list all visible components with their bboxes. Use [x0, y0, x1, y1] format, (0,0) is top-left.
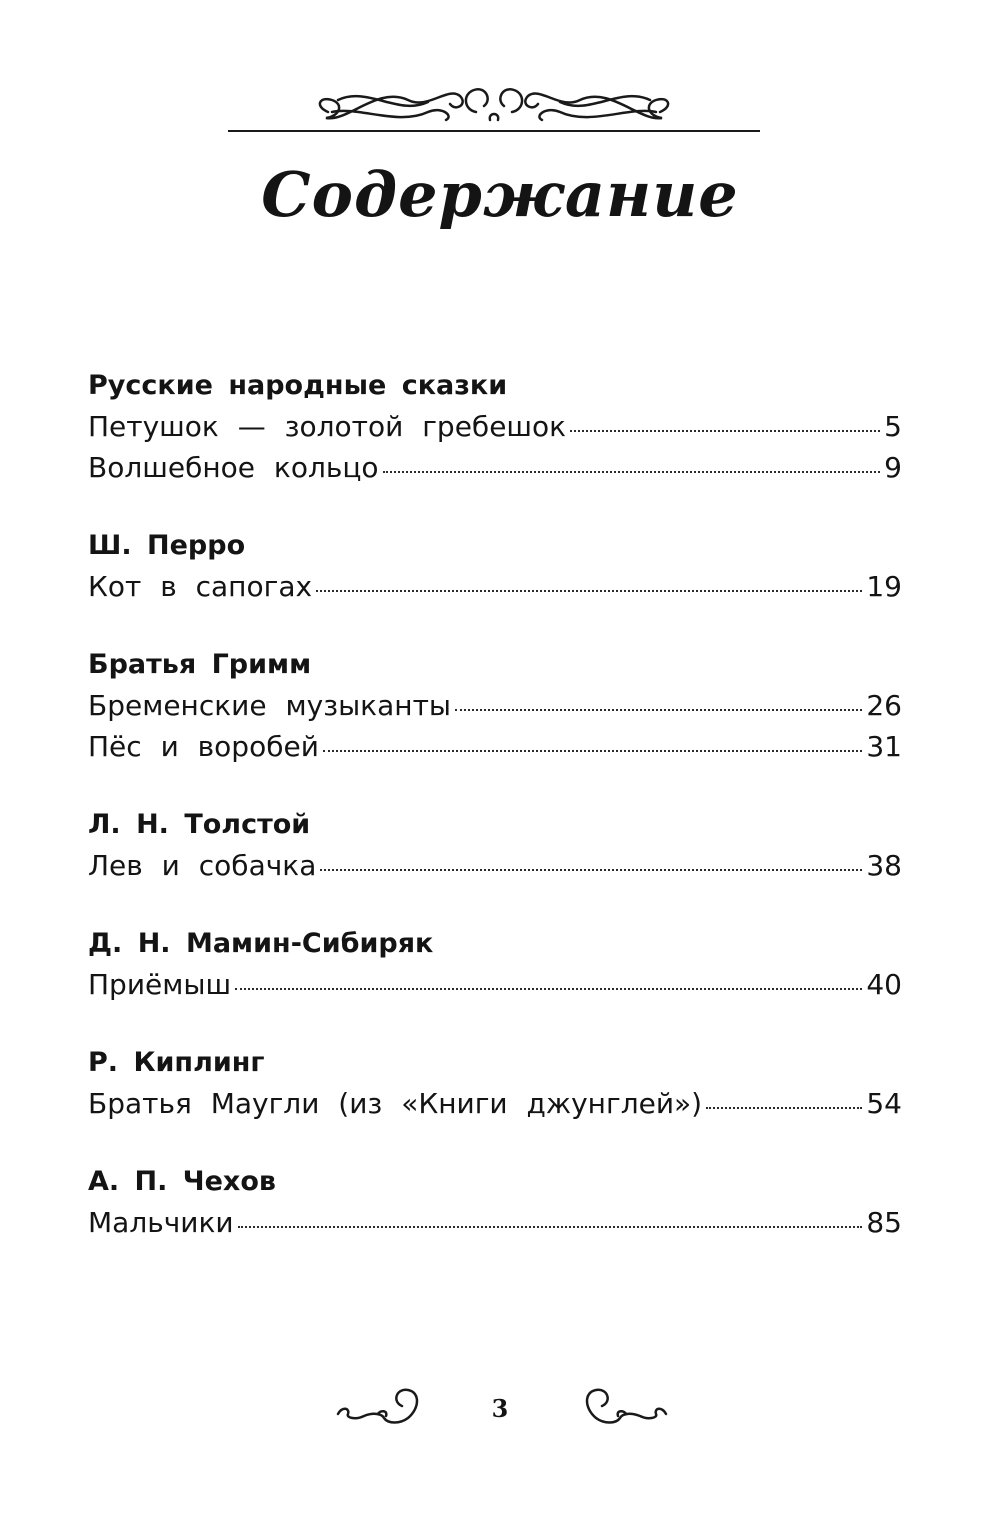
- dot-leader: [238, 1226, 863, 1228]
- dot-leader: [235, 988, 862, 990]
- dot-leader: [383, 471, 881, 473]
- toc-entry-page: 38: [866, 849, 902, 882]
- page-number: 3: [491, 1394, 509, 1423]
- toc-entry-title: Пёс и воробей: [88, 730, 319, 763]
- toc-section: [88, 805, 902, 886]
- toc-author-heading: А. П. Чехов: [88, 1166, 276, 1197]
- dot-leader: [323, 750, 862, 752]
- page-title: Содержание: [261, 158, 739, 231]
- toc-author-heading: Р. Киплинг: [88, 1047, 265, 1078]
- dot-leader: [455, 709, 862, 711]
- toc-author-heading: Русские народные сказки: [88, 370, 508, 401]
- toc-section: [88, 526, 902, 607]
- toc-entry: [88, 447, 902, 488]
- toc-entry-page: 85: [866, 1206, 902, 1239]
- toc-entry: [88, 1202, 902, 1243]
- toc-entry: [88, 685, 902, 726]
- toc-entry-page: 5: [884, 410, 902, 443]
- toc-entry: [88, 726, 902, 767]
- toc-author-heading: Ш. Перро: [88, 530, 246, 561]
- toc-entry-title: Мальчики: [88, 1206, 234, 1239]
- dot-leader: [706, 1107, 862, 1109]
- toc-section: [88, 645, 902, 767]
- dot-leader: [316, 590, 862, 592]
- toc-section: [88, 1162, 902, 1243]
- dot-leader: [570, 430, 880, 432]
- toc-entry-title: Петушок — золотой гребешок: [88, 410, 567, 443]
- toc-entry-title: Братья Маугли (из «Книги джунглей»): [88, 1087, 703, 1120]
- toc-entry-page: 26: [866, 689, 902, 722]
- toc-entry-page: 19: [866, 570, 902, 603]
- toc-entry-title: Волшебное кольцо: [88, 451, 379, 484]
- toc-entry-title: Лев и собачка: [88, 849, 317, 882]
- decorative-flourish: [228, 76, 760, 136]
- page-footer: [0, 1382, 1000, 1442]
- table-of-contents: [88, 366, 902, 1281]
- toc-entry-page: 31: [866, 730, 902, 763]
- right-swirl-ornament: [578, 1384, 670, 1428]
- toc-entry-page: 9: [884, 451, 902, 484]
- toc-entry: [88, 845, 902, 886]
- toc-entry-title: Кот в сапогах: [88, 570, 313, 603]
- toc-entry: [88, 964, 902, 1005]
- left-swirl-ornament: [334, 1384, 426, 1428]
- toc-entry-title: Приёмыш: [88, 968, 232, 1001]
- toc-entry: [88, 566, 902, 607]
- toc-entry: [88, 406, 902, 447]
- toc-entry-page: 54: [866, 1087, 902, 1120]
- toc-section: [88, 366, 902, 488]
- toc-author-heading: Братья Гримм: [88, 649, 312, 680]
- toc-section: [88, 924, 902, 1005]
- dot-leader: [320, 869, 862, 871]
- toc-section: [88, 1043, 902, 1124]
- toc-entry-page: 40: [866, 968, 902, 1001]
- toc-entry-title: Бременские музыканты: [88, 689, 451, 722]
- toc-author-heading: Л. Н. Толстой: [88, 809, 311, 840]
- toc-entry: [88, 1083, 902, 1124]
- toc-author-heading: Д. Н. Мамин-Сибиряк: [88, 928, 434, 959]
